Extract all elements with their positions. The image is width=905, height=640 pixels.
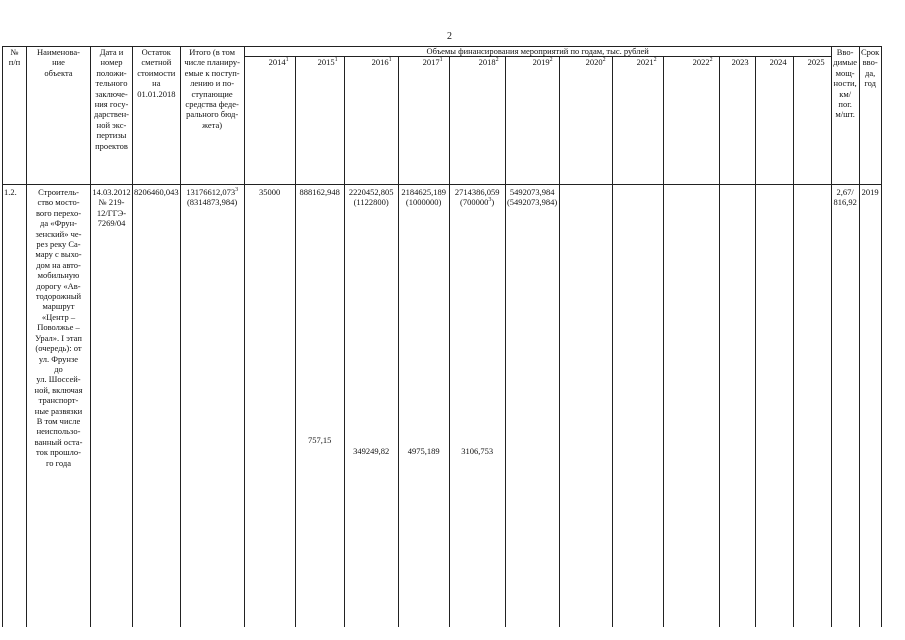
text-line: мару с выхо- — [35, 249, 82, 260]
header-year-2015 — [295, 57, 344, 185]
text-line: 2,67/ — [836, 187, 854, 197]
text-line: положи- — [96, 67, 127, 78]
text-line: ступающие — [191, 88, 233, 99]
text-line: (очередь): от — [35, 343, 82, 354]
text-line: го года — [45, 457, 72, 468]
row-total-value: 13176612,073 — [186, 187, 236, 197]
row-year-federal: (1000000) — [405, 197, 442, 208]
row-year-federal: (700000 — [460, 197, 489, 208]
text-line: Строитель- — [38, 187, 79, 197]
header-year-2020 — [559, 57, 612, 185]
text-line: ул. Шоссей- — [36, 374, 81, 385]
row-year-value: 2220452,805 — [348, 187, 394, 197]
text-line: вво- — [862, 57, 878, 68]
row-total-sup: 3 — [235, 187, 239, 194]
row-year-cell-2020 — [559, 185, 612, 628]
row-year-unused: 757,15 — [307, 435, 332, 446]
text-line: 01.01.2018 — [137, 88, 176, 99]
row-year-value: 35000 — [259, 187, 281, 197]
header-year-label: 2022 — [692, 57, 710, 67]
text-line: неиспользо- — [36, 426, 81, 437]
text-line: дарствен- — [94, 109, 129, 120]
header-year-label: 2020 — [585, 57, 603, 67]
text-line: рального бюд- — [186, 109, 239, 120]
text-line: емые к поступ- — [184, 67, 240, 78]
header-term — [859, 47, 881, 185]
text-line: № 219- — [98, 197, 125, 208]
header-year-2016 — [344, 57, 398, 185]
header-year-label: 2025 — [807, 57, 825, 67]
header-year-label: 2014 — [268, 57, 286, 67]
row-year-unused: 349249,82 — [353, 445, 390, 456]
text-line: 7269/04 — [97, 218, 126, 229]
header-year-label: 2016 — [371, 57, 389, 67]
header-year-2022 — [663, 57, 719, 185]
row-object-name — [27, 185, 91, 628]
text-line: жета) — [202, 119, 223, 130]
text-line: В том числе — [36, 415, 81, 426]
header-year-2019 — [505, 57, 559, 185]
text-line: транспорт- — [38, 395, 79, 406]
text-line: ток прошло- — [35, 447, 82, 458]
row-year-federal-close: ) — [491, 197, 495, 208]
text-line: мобильную — [37, 270, 80, 281]
text-line: зенский» че- — [35, 228, 82, 239]
text-line: дом на авто- — [36, 259, 81, 270]
text-line: № — [10, 47, 19, 57]
text-line: тельного — [95, 78, 128, 89]
text-line: вого перехо- — [35, 207, 82, 218]
text-line: ной экс- — [96, 119, 127, 130]
text-line: заключе- — [95, 88, 128, 99]
text-line: на — [152, 78, 161, 89]
header-year-sup: 1 — [334, 57, 338, 64]
text-line: лению и по- — [190, 78, 235, 89]
header-year-label: 2021 — [636, 57, 654, 67]
text-line: стоимости — [137, 67, 176, 78]
text-line: Дата и — [99, 47, 124, 57]
header-year-sup: 2 — [709, 57, 713, 64]
text-line: мощ- — [835, 67, 855, 78]
text-line: димые — [833, 57, 857, 68]
text-line: номер — [100, 57, 123, 68]
row-remain: 8206460,043 — [133, 185, 181, 628]
header-year-label: 2023 — [731, 57, 749, 67]
text-line: ванный оста- — [34, 436, 83, 447]
row-year-federal: (1122800) — [353, 197, 389, 208]
header-year-sup: 1 — [388, 57, 392, 64]
row-year-cell-2018 — [449, 185, 505, 628]
header-remain — [133, 47, 181, 185]
text-line: числе планиру- — [184, 57, 240, 68]
text-line: Поволжье – — [37, 322, 80, 333]
text-line: ности, — [833, 78, 857, 89]
text-line: Срок — [860, 47, 880, 57]
text-line: 12/ГГЭ- — [96, 207, 127, 218]
row-year-federal-sup: 3 — [488, 197, 492, 204]
text-line: год — [864, 78, 876, 89]
text-line: до — [54, 363, 63, 374]
header-year-label: 2015 — [317, 57, 335, 67]
row-year-unused: 3106,753 — [461, 445, 494, 456]
text-line: средства феде- — [185, 99, 239, 110]
text-line: ние — [52, 57, 65, 68]
text-line: да «Фрун- — [40, 218, 77, 229]
header-year-label: 2017 — [422, 57, 440, 67]
row-year-cell-2022 — [663, 185, 719, 628]
text-line: тодорожный — [35, 291, 82, 302]
row-year-value: 2184625,189 — [401, 187, 446, 197]
header-total — [180, 47, 244, 185]
text-line: м/шт. — [835, 109, 855, 120]
text-line: 14.03.2012 — [92, 187, 131, 197]
header-year-sup: 1 — [285, 57, 289, 64]
row-year-value: 888162,948 — [299, 187, 340, 197]
text-line: км/ — [839, 88, 852, 99]
header-year-sup: 1 — [439, 57, 443, 64]
header-year-2021 — [612, 57, 663, 185]
text-line: дорогу «Ав- — [36, 280, 81, 291]
row-year-cell-2017 — [398, 185, 449, 628]
row-year-value: 5492073,984 — [509, 187, 555, 197]
row-capacity — [831, 185, 859, 628]
header-year-sup: 2 — [602, 57, 606, 64]
text-line: ство мосто- — [37, 197, 80, 208]
text-line: рез реку Са- — [36, 239, 81, 250]
row-year-cell-2014 — [244, 185, 295, 628]
text-line: сметной — [141, 57, 172, 68]
header-year-2025 — [793, 57, 831, 185]
text-line: ные развязки — [34, 405, 83, 416]
header-year-2023 — [719, 57, 755, 185]
header-year-label: 2018 — [478, 57, 496, 67]
text-line: Вво- — [836, 47, 854, 57]
header-year-label: 2019 — [532, 57, 550, 67]
row-year-cell-2025 — [793, 185, 831, 628]
text-line: ул. Фрунзе — [38, 353, 79, 364]
row-year-cell-2021 — [612, 185, 663, 628]
row-date — [91, 185, 133, 628]
row-total — [180, 185, 244, 628]
text-line: объекта — [44, 67, 73, 78]
header-year-2014 — [244, 57, 295, 185]
text-line: Урал». I этап — [35, 332, 82, 343]
financing-table — [2, 46, 882, 627]
row-year-unused: 4975,189 — [407, 445, 440, 456]
header-year-2018 — [449, 57, 505, 185]
text-line: Наименова- — [37, 47, 80, 57]
header-capacity — [831, 47, 859, 185]
row-total-federal: (8314873,984) — [186, 197, 238, 208]
text-line: «Центр – — [41, 311, 76, 322]
row-year-federal: (5492073,984) — [506, 197, 558, 208]
text-line: маршрут — [42, 301, 75, 312]
header-year-sup: 2 — [495, 57, 499, 64]
text-line: пог. — [838, 99, 852, 110]
header-year-label: 2024 — [769, 57, 787, 67]
row-year-cell-2019 — [505, 185, 559, 628]
text-line: 816,92 — [833, 197, 857, 208]
text-line: п/п — [8, 57, 21, 68]
row-term: 2019 — [859, 185, 881, 628]
text-line: пертизы — [96, 130, 127, 141]
header-year-sup: 2 — [653, 57, 657, 64]
row-num: 1.2. — [3, 185, 27, 628]
text-line: да, — [865, 67, 876, 78]
row-year-cell-2016 — [344, 185, 398, 628]
header-year-2024 — [755, 57, 793, 185]
text-line: ной, включая — [34, 384, 83, 395]
header-date — [91, 47, 133, 185]
row-year-value: 2714386,059 — [454, 187, 500, 197]
row-year-cell-2024 — [755, 185, 793, 628]
header-year-2017 — [398, 57, 449, 185]
text-line: ния госу- — [94, 99, 129, 110]
text-line: проектов — [95, 140, 128, 151]
row-year-cell-2015 — [295, 185, 344, 628]
header-group-title: Объемы финансирования мероприятий по годам, тыс. рублей — [244, 47, 831, 57]
row-year-cell-2023 — [719, 185, 755, 628]
page-number: 2 — [447, 31, 452, 42]
header-year-sup: 2 — [549, 57, 553, 64]
text-line: Итого (в том — [189, 47, 235, 57]
header-name — [27, 47, 91, 185]
header-num — [3, 47, 27, 185]
text-line: Остаток — [141, 47, 171, 57]
